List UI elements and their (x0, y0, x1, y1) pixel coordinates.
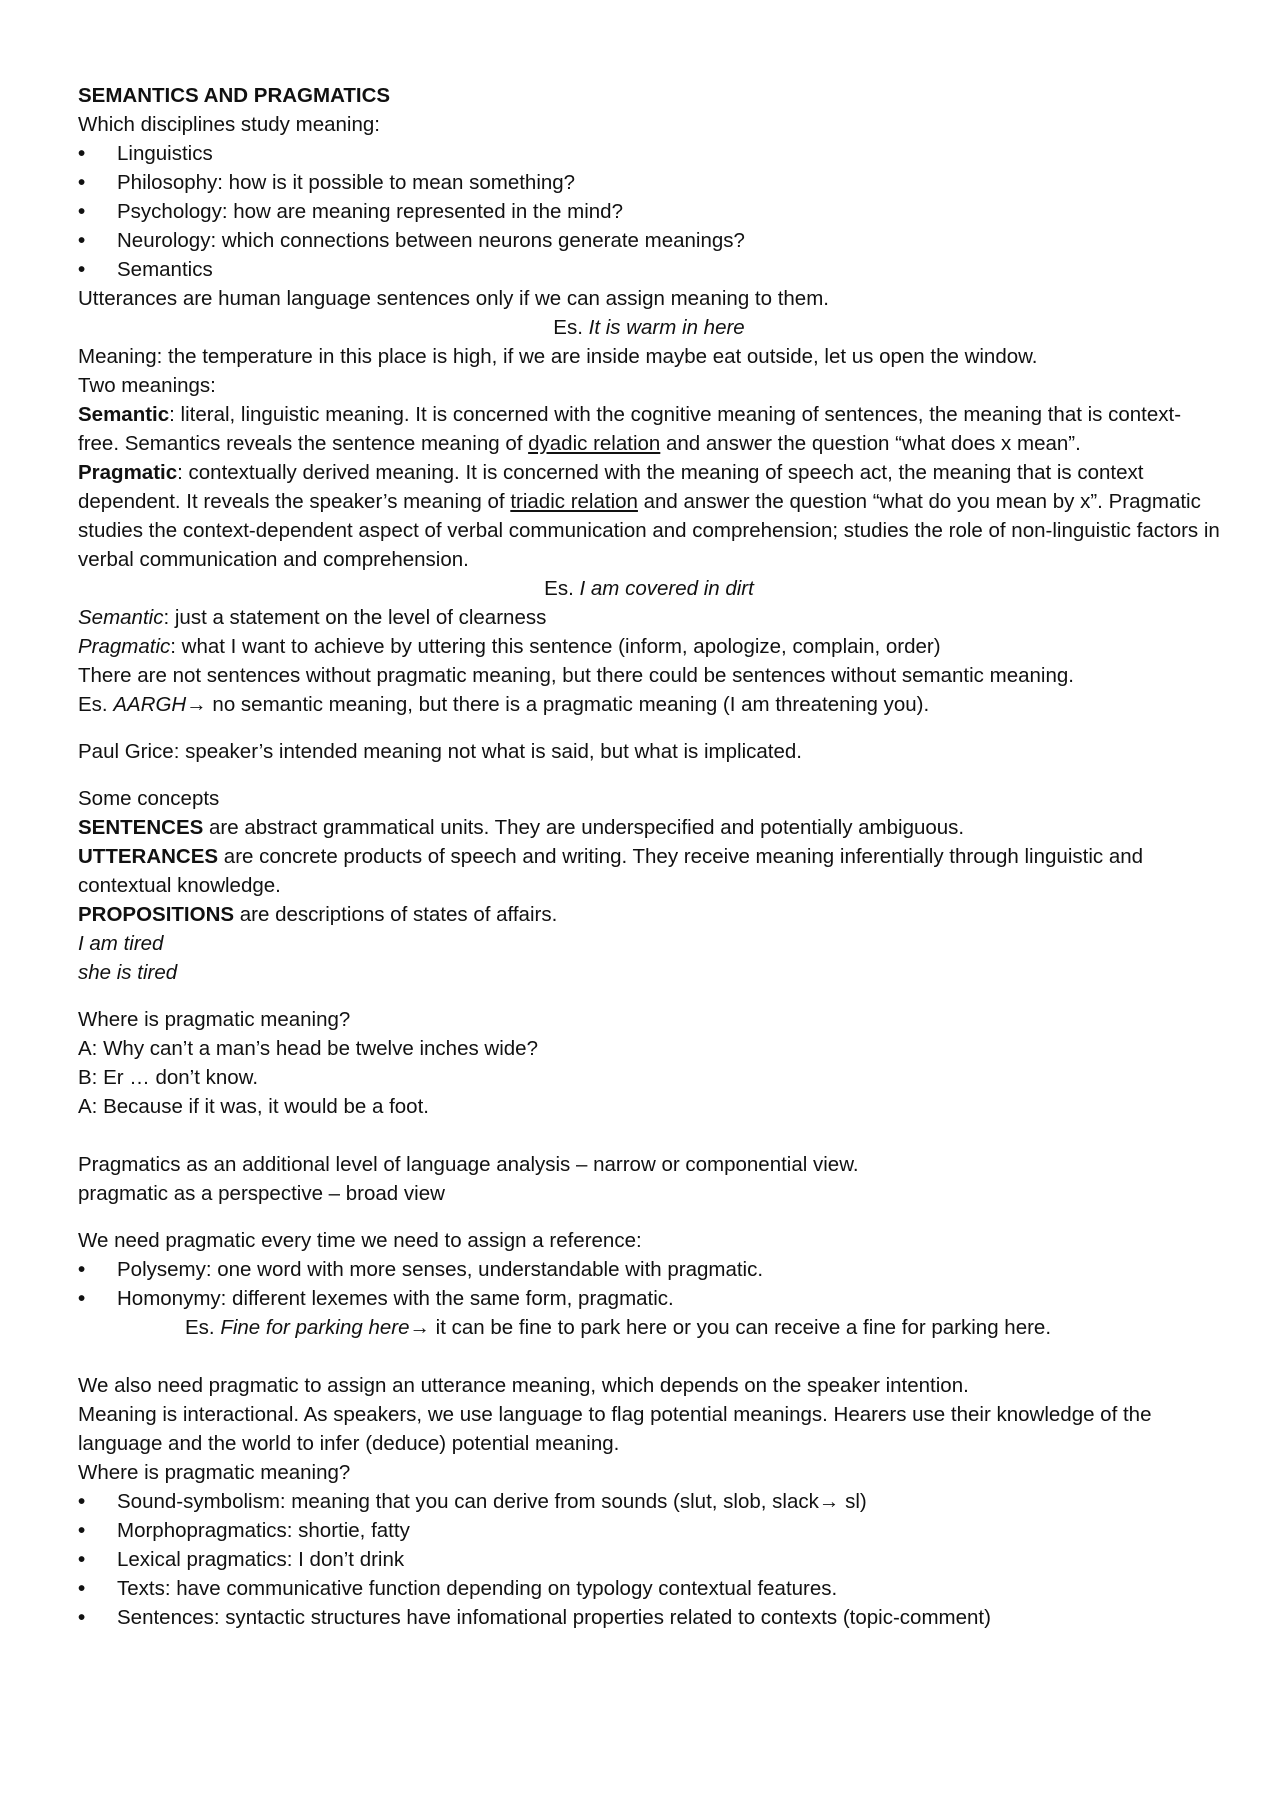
list-item: • Polysemy: one word with more senses, understandable with pragmatic. (78, 1258, 764, 1281)
grice-line: Paul Grice: speaker’s intended meaning not what is said, but what is implicated. (78, 740, 802, 763)
pragmatic-definition: Pragmatic: contextually derived meaning. It is concerned with the meaning of speech act, the meaning that is context dependent. It reveals the speaker’s meaning of triadic relation and answer the question “what do you mean by x”. Pragmatic studies the context-dependent aspect of verbal communication and comprehension; studies the role of non-linguistic factors in verbal communication and comprehension. (78, 461, 1220, 571)
list-item: • Homonymy: different lexemes with the same form, pragmatic. (78, 1287, 674, 1310)
list-item: • Neurology: which connections between neurons generate meanings? (78, 229, 745, 252)
page-title: SEMANTICS AND PRAGMATICS (78, 84, 391, 107)
list-item: • Sentences: syntactic structures have infomational properties related to contexts (topic-comment) (78, 1606, 991, 1629)
semantic-definition: Semantic: literal, linguistic meaning. It is concerned with the cognitive meaning of sentences, the meaning that is context-free. Semantics reveals the sentence meaning of dyadic relation and answer the question “what does x mean”. (78, 403, 1182, 455)
concept-utterances: UTTERANCES are concrete products of speech and writing. They receive meaning inferentially through linguistic and contextual knowledge. (78, 845, 1144, 897)
list-item: • Linguistics (78, 142, 213, 165)
proposition-example: she is tired (78, 961, 178, 984)
some-concepts-heading: Some concepts (78, 787, 220, 810)
dialogue-line: A: Why can’t a man’s head be twelve inches wide? (78, 1037, 538, 1060)
reference-line: We need pragmatic every time we need to assign a reference: (78, 1229, 642, 1252)
aargh-line: Es. AARGH→ no semantic meaning, but there is a pragmatic meaning (I am threatening you). (78, 693, 930, 716)
list-item: • Morphopragmatics: shortie, fatty (78, 1519, 410, 1542)
meaning-line: Meaning: the temperature in this place is high, if we are inside maybe eat outside, let us open the window. (78, 345, 1038, 368)
two-meanings-line: Two meanings: (78, 374, 216, 397)
parking-example: Es. Fine for parking here→ it can be fine to park here or you can receive a fine for parking here. (185, 1316, 1052, 1339)
proposition-example: I am tired (78, 932, 164, 955)
reference-list (78, 1255, 1220, 1313)
list-item: • Psychology: how are meaning represented in the mind? (78, 200, 623, 223)
disciplines-list (78, 139, 1220, 284)
where-question: Where is pragmatic meaning? (78, 1461, 351, 1484)
utterances-line: Utterances are human language sentences only if we can assign meaning to them. (78, 287, 829, 310)
narrow-view-line: Pragmatics as an additional level of language analysis – narrow or componential view. (78, 1153, 859, 1176)
list-item: • Sound-symbolism: meaning that you can derive from sounds (slut, slob, slack→ sl) (78, 1490, 867, 1513)
list-item: • Semantics (78, 258, 213, 281)
intro-line: Which disciplines study meaning: (78, 113, 380, 136)
concept-propositions: PROPOSITIONS are descriptions of states of affairs. (78, 903, 558, 926)
where-question: Where is pragmatic meaning? (78, 1008, 351, 1031)
no-sentences-line: There are not sentences without pragmatic meaning, but there could be sentences without semantic meaning. (78, 664, 1074, 687)
where-list (78, 1487, 1220, 1632)
list-item: • Texts: have communicative function depending on typology contextual features. (78, 1577, 838, 1600)
dialogue-line: B: Er … don’t know. (78, 1066, 259, 1089)
broad-view-line: pragmatic as a perspective – broad view (78, 1182, 445, 1205)
dialogue-line: A: Because if it was, it would be a foot. (78, 1095, 429, 1118)
interactional-line: Meaning is interactional. As speakers, we use language to flag potential meanings. Hearers use their knowledge of the language and the world to infer (deduce) potential meaning. (78, 1403, 1152, 1455)
utterance-meaning-line: We also need pragmatic to assign an utterance meaning, which depends on the speaker intention. (78, 1374, 969, 1397)
example-line: Es. I am covered in dirt (544, 577, 754, 600)
semantic-example: Semantic: just a statement on the level of clearness (78, 606, 547, 629)
pragmatic-example: Pragmatic: what I want to achieve by uttering this sentence (inform, apologize, complain, order) (78, 635, 941, 658)
list-item: • Lexical pragmatics: I don’t drink (78, 1548, 405, 1571)
list-item: • Philosophy: how is it possible to mean something? (78, 171, 576, 194)
example-line: Es. It is warm in here (553, 316, 745, 339)
concept-sentences: SENTENCES are abstract grammatical units. They are underspecified and potentially ambiguous. (78, 816, 965, 839)
